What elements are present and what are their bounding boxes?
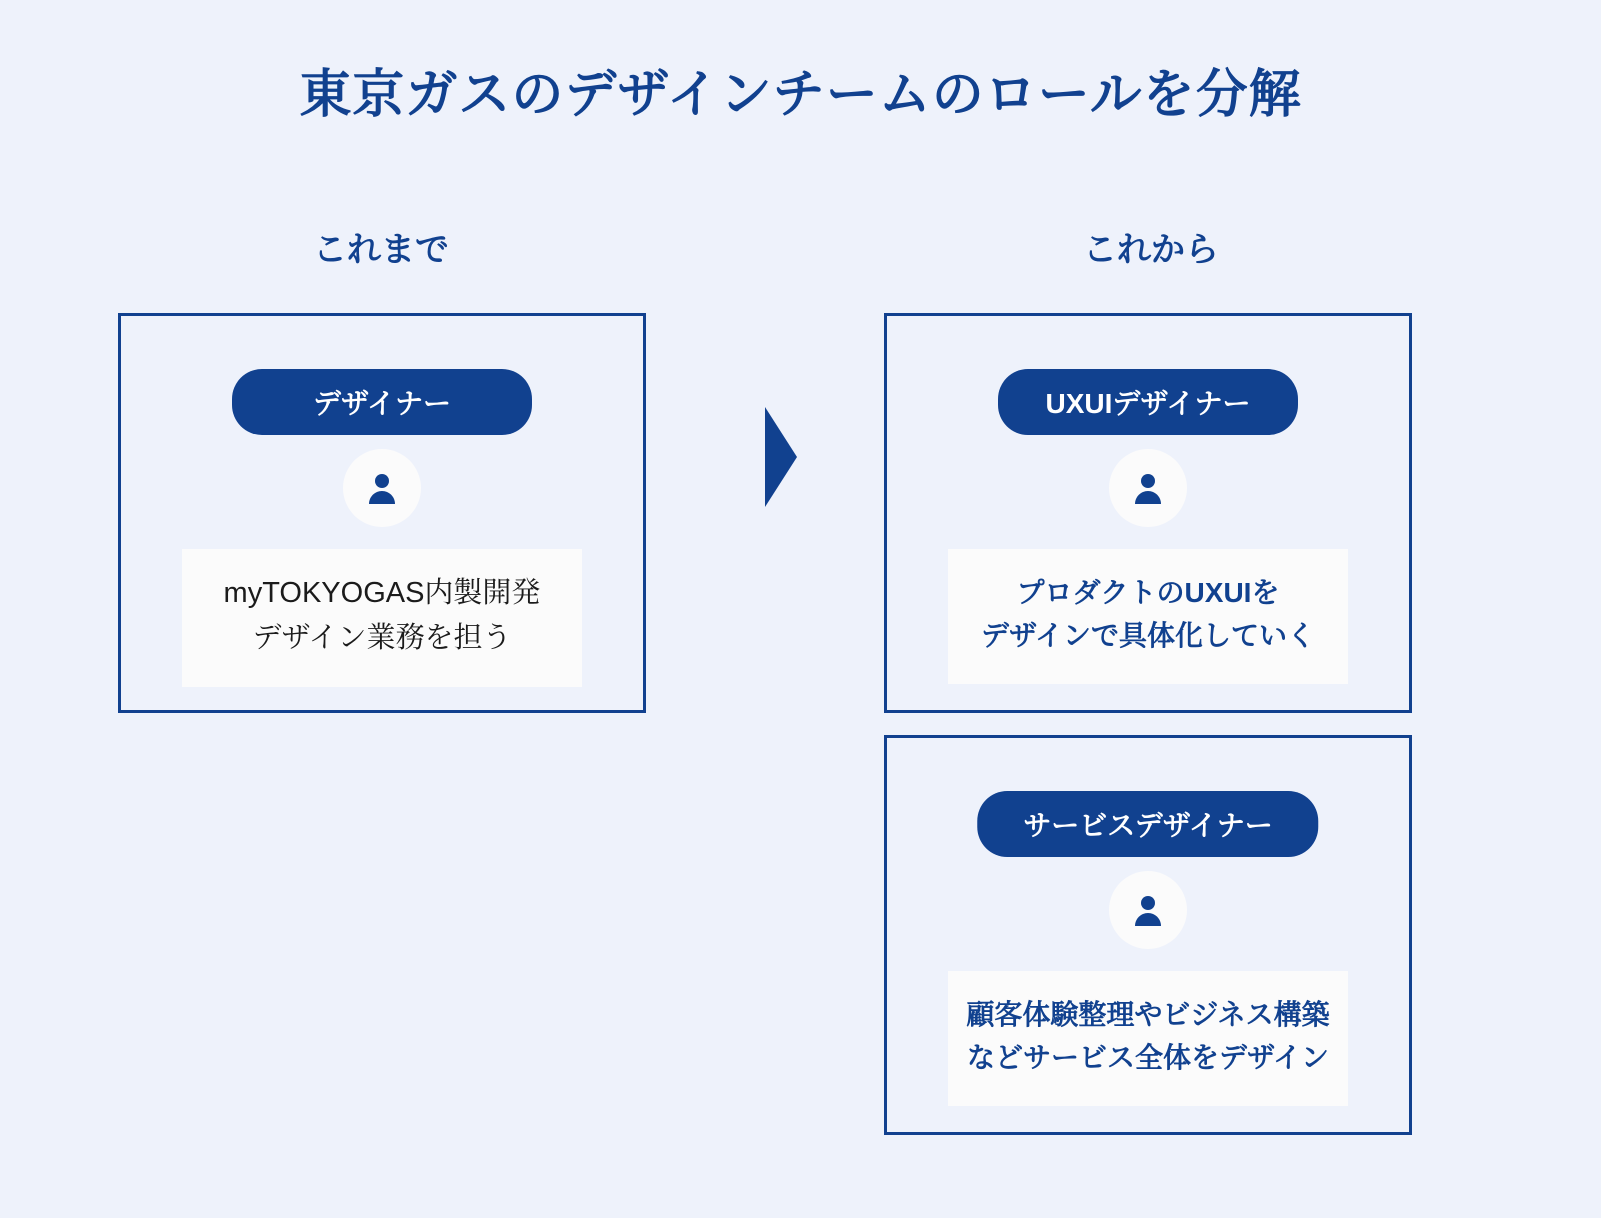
role-description-line-1: 顧客体験整理やビジネス構築 [966,999,1330,1030]
role-card-service-designer [884,735,1412,1135]
role-description-line-1: myTOKYOGAS内製開発 [223,577,541,609]
page-title: 東京ガスのデザインチームのロールを分解 [299,66,1302,124]
role-description-service-designer [948,971,1348,1106]
role-pill-service-designer: サービスデザイナー [977,791,1318,857]
role-card-uxui-designer [884,313,1412,713]
role-pill-designer: デザイナー [232,369,532,435]
person-icon [343,449,421,527]
triangle-right-icon [761,405,801,510]
role-description-designer [182,549,582,687]
role-description-line-2: デザインで具体化していく [980,620,1316,652]
role-description-line-2: などサービス全体をデザイン [966,1042,1330,1074]
person-icon [1109,449,1187,527]
role-description-uxui-designer [948,549,1348,684]
role-description-line-1: プロダクトのUXUIを [1016,577,1280,608]
column-label-before: これまで [313,231,449,269]
role-pill-uxui-designer: UXUIデザイナー [998,369,1298,435]
role-description-line-2: デザイン業務を担う [252,621,512,654]
role-card-designer [118,313,646,713]
column-label-after: これから [1083,231,1219,269]
person-icon [1109,871,1187,949]
